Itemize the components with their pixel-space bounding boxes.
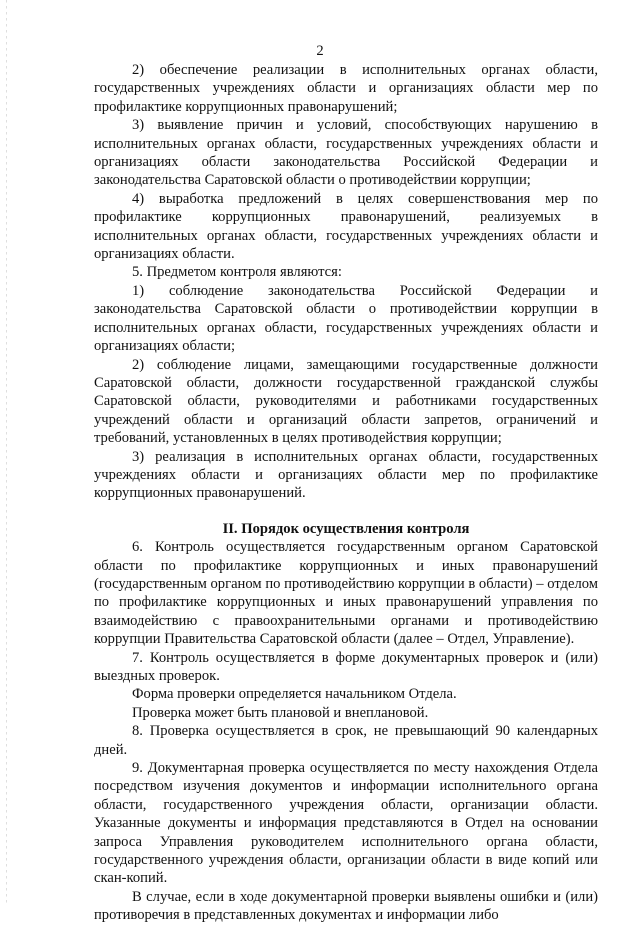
paragraph: 6. Контроль осуществляется государственным органом Саратовской области по профилактике коррупционных и иных правонарушений (государственным органом по противодействию коррупции в области) – отделом по профилактике коррупционных и иных правонарушений управления по взаимодействию с правоохранительными органами и противодействию коррупции Правительства Саратовской области (далее – Отдел, Управление). [94,539,598,648]
paragraph: Проверка может быть плановой и внеплановой. [132,704,429,721]
paragraph: 2) соблюдение лицами, замещающими государственные должности Саратовской области, должности государственной гражданской службы Саратовской области, руководителями и работниками государственных учреждений области и организаций области запретов, ограничений и требований, установленных в целях противодействия коррупции; [94,356,598,447]
document-body [94,61,598,925]
paragraph: 5. Предметом контроля являются: [132,264,342,281]
paragraph: 4) выработка предложений в целях совершенствования мер по профилактике коррупционных правонарушений, реализуемых в исполнительных органах области, государственных учреждениях области и организациях области. [94,190,598,263]
paragraph: 8. Проверка осуществляется в срок, не превышающий 90 календарных дней. [94,723,598,758]
paragraph: 9. Документарная проверка осуществляется по месту нахождения Отдела посредством изучения документов и информации исполнительного органа области, государственного учреждения области, организации области. Указанные документы и информация представляются в Отдел на основании запроса Управления руководителем исполнительного органа области, государственного учреждения области, организации области в виде копий или скан-копий. [94,760,598,887]
paragraph: Форма проверки определяется начальником Отдела. [132,686,457,703]
paragraph: 3) выявление причин и условий, способствующих нарушению в исполнительных органах области, государственных учреждениях области и организациях области законодательства Российской Федерации и законодательства Саратовской области о противодействии коррупции; [94,117,598,189]
paragraph: 1) соблюдение законодательства Российской Федерации и законодательства Саратовской области о противодействии коррупции в исполнительных органах области, государственных учреждениях области и организациях области; [94,282,598,355]
paragraph: 3) реализация в исполнительных органах области, государственных учреждениях области и организациях области мер по профилактике коррупционных правонарушений. [94,448,598,502]
paragraph: 7. Контроль осуществляется в форме документарных проверок и (или) выездных проверок. [94,649,598,684]
scan-edge-artifact [6,0,7,905]
paragraph: В случае, если в ходе документарной проверки выявлены ошибки и (или) противоречия в представленных документах и информации либо [94,888,598,924]
page-number: 2 [316,43,324,59]
section-heading: II. Порядок осуществления контроля [222,520,470,537]
paragraph: 2) обеспечение реализации в исполнительных органах области, государственных учреждениях области и организациях области мер по профилактике коррупционных правонарушений; [94,62,598,115]
